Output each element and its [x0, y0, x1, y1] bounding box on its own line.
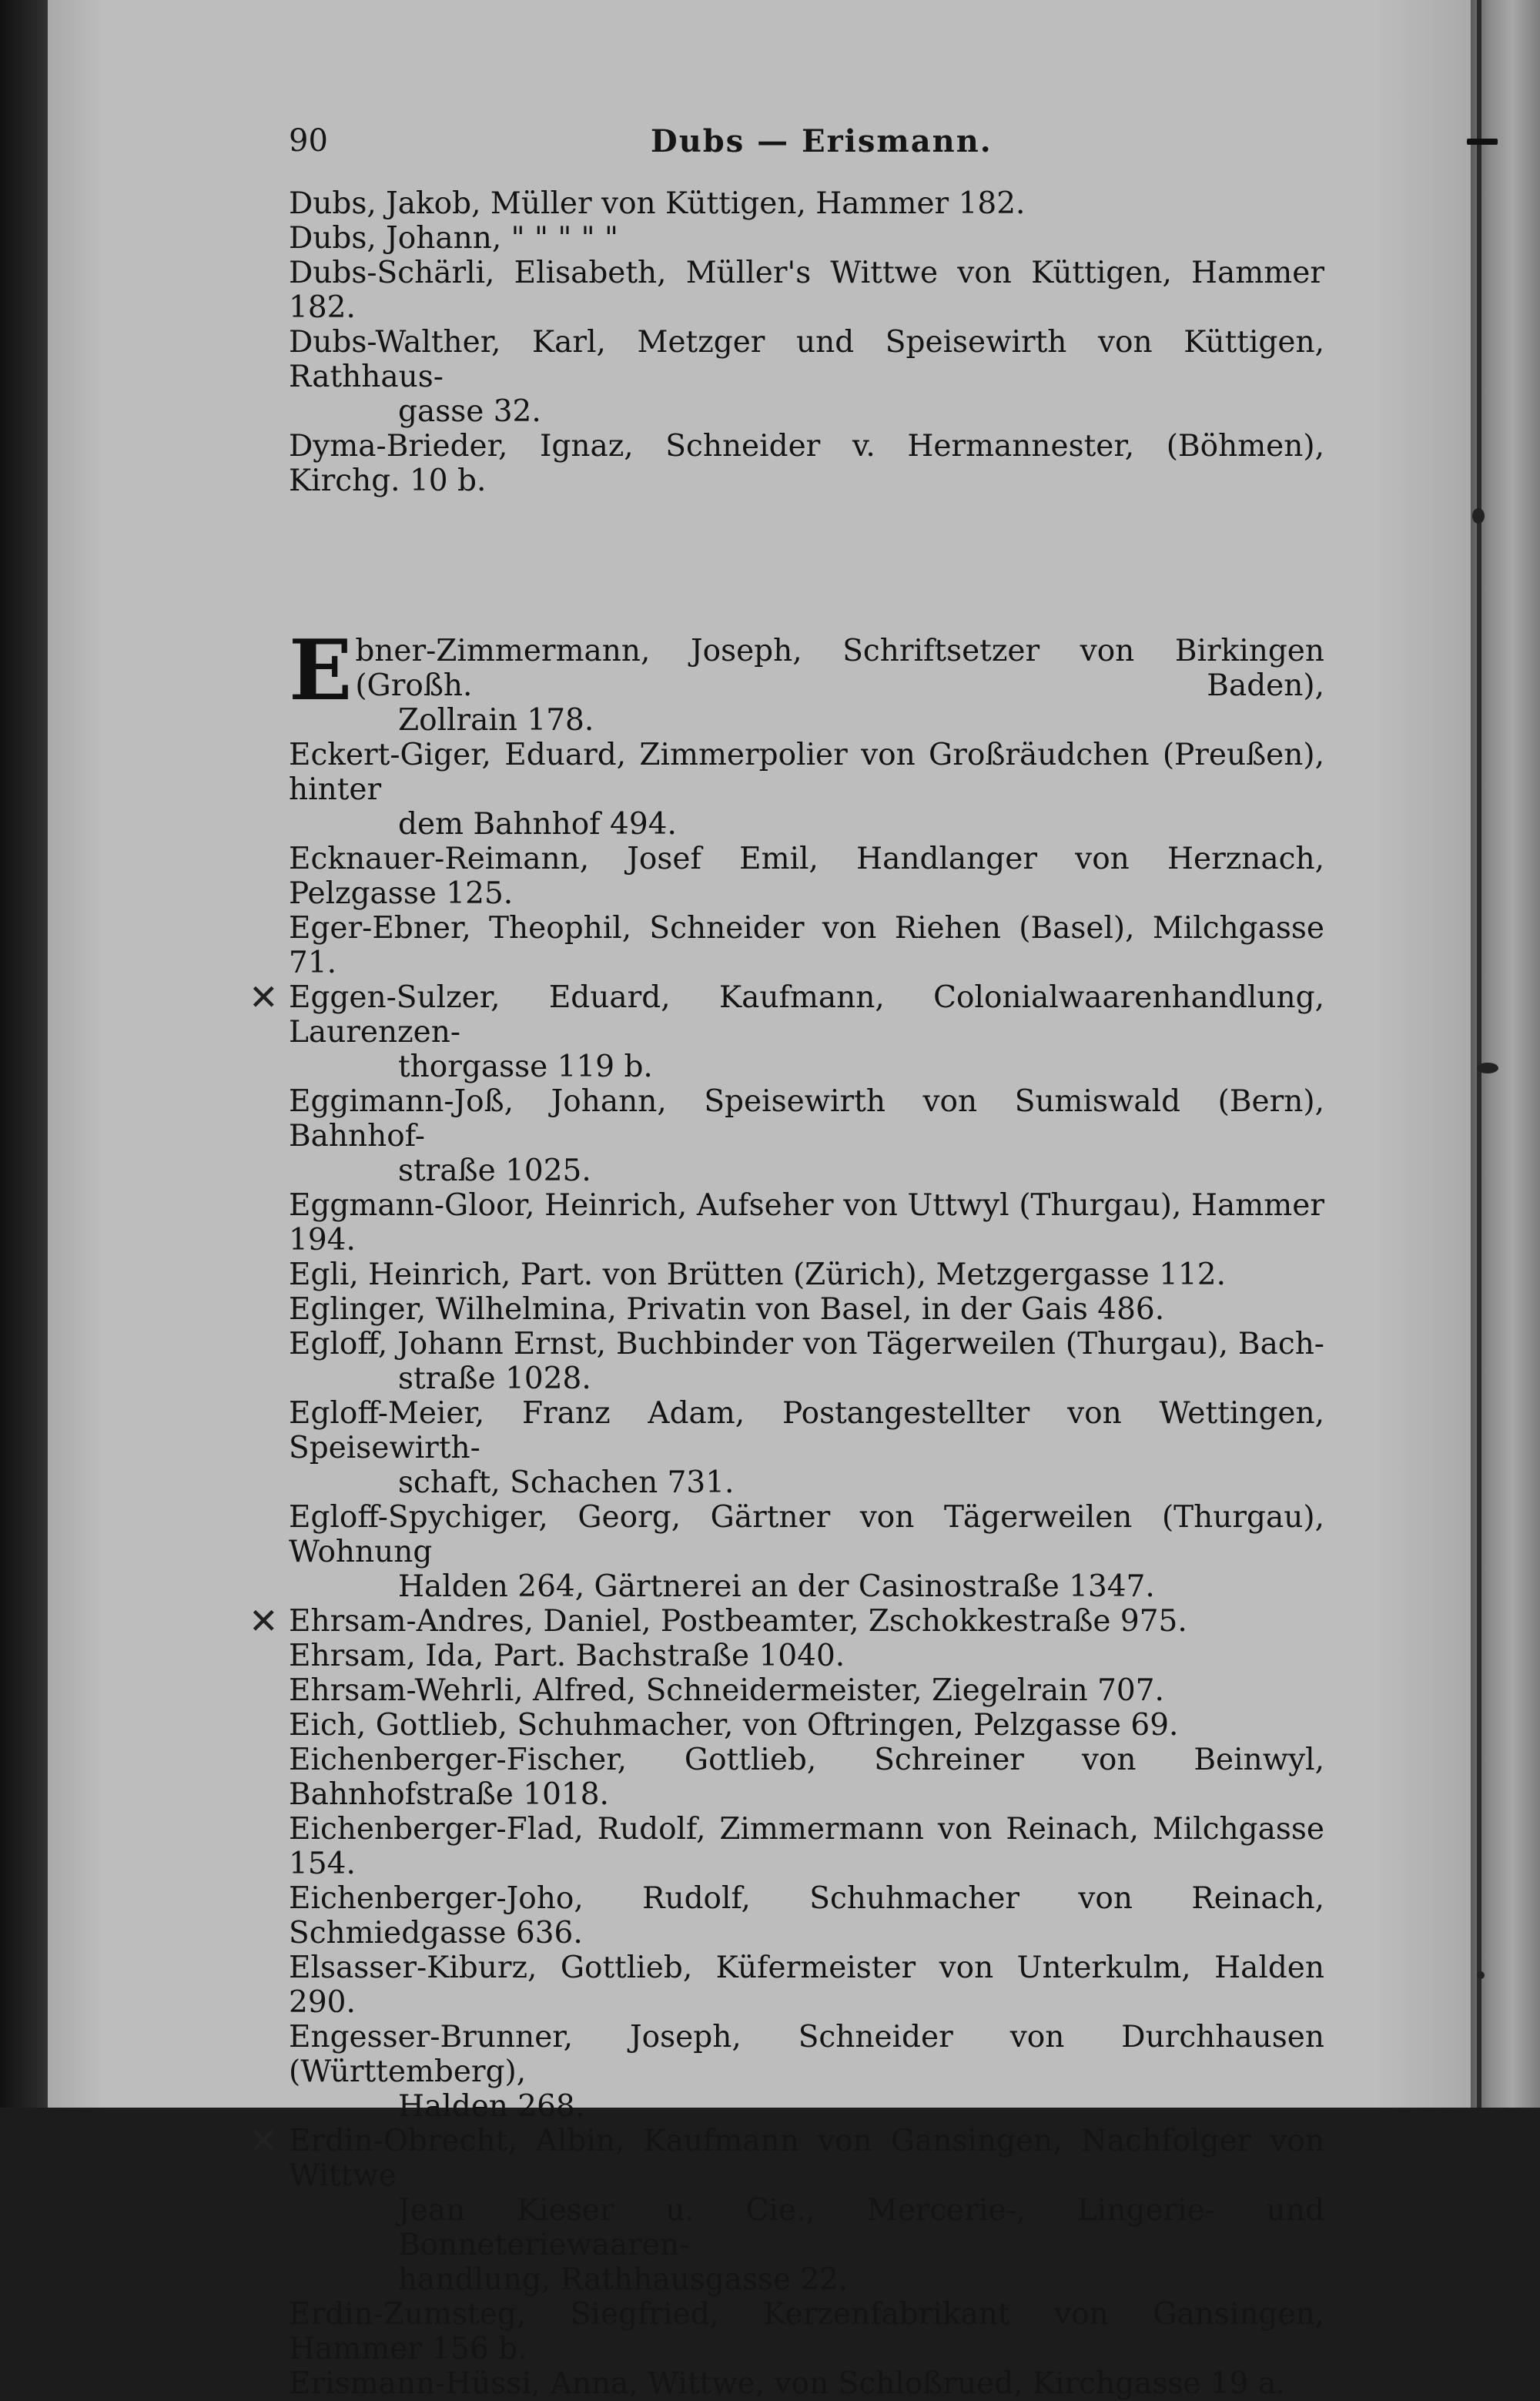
- directory-entry: [289, 1084, 1324, 1188]
- directory-entry: [289, 221, 1324, 256]
- entry-line: Eich, Gottlieb, Schuhmacher, von Oftringen, Pelzgasse 69.: [289, 1708, 1179, 1743]
- page-header: [289, 123, 1328, 169]
- entry-line: Eichenberger-Flad, Rudolf, Zimmermann von Reinach, Milchgasse 154.: [289, 1812, 1324, 1881]
- directory-entry: [289, 1743, 1324, 1812]
- entry-line: Egloff-Meier, Franz Adam, Postangestellter von Wettingen, Speisewirth-: [289, 1396, 1324, 1465]
- entry-line: Eger-Ebner, Theophil, Schneider von Riehen (Basel), Milchgasse 71.: [289, 911, 1324, 980]
- directory-entry: [289, 2366, 1324, 2401]
- entry-line: Egli, Heinrich, Part. von Brütten (Zürich), Metzgergasse 112.: [289, 1257, 1226, 1292]
- entry-line: Dubs-Schärli, Elisabeth, Müller's Wittwe von Küttigen, Hammer 182.: [289, 256, 1324, 325]
- entry-line: Dubs, Jakob, Müller von Küttigen, Hammer 182.: [289, 186, 1026, 221]
- directory-entries: [249, 186, 1324, 2401]
- directory-entry: [289, 429, 1324, 498]
- entry-continuation-line: Halden 268.: [398, 2089, 585, 2124]
- directory-entry: [289, 256, 1324, 325]
- page-number: 90: [289, 123, 328, 159]
- directory-entry: [289, 1673, 1324, 1708]
- directory-entry: [289, 1881, 1324, 1951]
- directory-entry: [289, 2297, 1324, 2366]
- entry-continuation-line: Halden 264, Gärtnerei an der Casinostraße 1347.: [398, 1569, 1155, 1604]
- entry-line: Ehrsam-Wehrli, Alfred, Schneidermeister, Ziegelrain 707.: [289, 1673, 1164, 1708]
- scan-left-edge: [0, 0, 54, 2108]
- directory-entry: [289, 1188, 1324, 1257]
- entry-line: Elsasser-Kiburz, Gottlieb, Küfermeister von Unterkulm, Halden 290.: [289, 1951, 1324, 2020]
- entry-list-d: [289, 186, 1324, 498]
- entry-line: Ecknauer-Reimann, Josef Emil, Handlanger von Herznach, Pelzgasse 125.: [289, 842, 1324, 911]
- binding-hole: [1472, 508, 1485, 524]
- entry-continuation-line: dem Bahnhof 494.: [398, 807, 677, 842]
- entry-line: Eichenberger-Fischer, Gottlieb, Schreiner von Beinwyl, Bahnhofstraße 1018.: [289, 1743, 1324, 1812]
- directory-entry: [289, 738, 1324, 842]
- entry-line: Dubs-Walther, Karl, Metzger und Speisewirth von Küttigen, Rathhaus-: [289, 325, 1324, 394]
- directory-entry: [289, 1708, 1324, 1743]
- handwritten-mark: ✕: [249, 1600, 279, 1642]
- entry-continuation-line: schaft, Schachen 731.: [398, 1465, 735, 1500]
- directory-entry: [289, 1639, 1324, 1673]
- entry-continuation-line: gasse 32.: [398, 394, 541, 429]
- directory-entry: [289, 842, 1324, 911]
- entry-line: Ehrsam-Andres, Daniel, Postbeamter, Zschokkestraße 975.: [289, 1604, 1187, 1639]
- entry-continuation-line: Jean Kieser u. Cie., Mercerie-, Lingerie- und Bonneteriewaaren-: [398, 2193, 1324, 2262]
- directory-entry: [289, 1327, 1324, 1396]
- entry-continuation-line: Zollrain 178.: [398, 703, 594, 738]
- binding-hole: [1477, 1063, 1498, 1073]
- binding-hole: [1477, 1971, 1485, 1979]
- entry-line: Engesser-Brunner, Joseph, Schneider von Durchhausen (Württemberg),: [289, 2020, 1324, 2089]
- entry-list-e: [249, 622, 1324, 2401]
- entry-line: Eichenberger-Joho, Rudolf, Schuhmacher von Reinach, Schmiedgasse 636.: [289, 1881, 1324, 1951]
- entry-line: Dubs, Johann, " " " " ": [289, 221, 618, 256]
- directory-entry: [289, 911, 1324, 980]
- entry-line: Ehrsam, Ida, Part. Bachstraße 1040.: [289, 1639, 845, 1673]
- entry-line: Eglinger, Wilhelmina, Privatin von Basel, in der Gais 486.: [289, 1292, 1165, 1327]
- entry-line: Eggen-Sulzer, Eduard, Kaufmann, Colonialwaarenhandlung, Laurenzen-: [289, 980, 1324, 1050]
- directory-entry: [289, 1812, 1324, 1881]
- directory-entry: [289, 2020, 1324, 2124]
- entry-line: Erismann-Hüssi, Anna, Wittwe, von Schloßrued, Kirchgasse 19 a.: [289, 2366, 1286, 2401]
- entry-line: Egloff-Spychiger, Georg, Gärtner von Tägerweilen (Thurgau), Wohnung: [289, 1500, 1324, 1569]
- running-head: Dubs — Erismann.: [651, 123, 993, 159]
- entry-continuation-line: handlung, Rathhausgasse 22.: [398, 2262, 849, 2297]
- handwritten-mark: ✕: [249, 2120, 279, 2162]
- directory-entry: [289, 1951, 1324, 2020]
- directory-entry: [289, 1257, 1324, 1292]
- directory-entry: [289, 1292, 1324, 1327]
- directory-entry: [249, 2120, 1324, 2297]
- entry-line: Egloff, Johann Ernst, Buchbinder von Tägerweilen (Thurgau), Bach-: [289, 1327, 1324, 1361]
- entry-line: Eckert-Giger, Eduard, Zimmerpolier von Großräudchen (Preußen), hinter: [289, 738, 1324, 807]
- directory-entry: [289, 325, 1324, 429]
- handwritten-mark: ✕: [249, 976, 279, 1018]
- entry-line: Erdin-Zumsteg, Siegfried, Kerzenfabrikant von Gansingen, Hammer 156 b.: [289, 2297, 1324, 2366]
- directory-entry: [289, 1500, 1324, 1604]
- directory-entry: [249, 976, 1324, 1084]
- entry-line: Eggimann-Joß, Johann, Speisewirth von Sumiswald (Bern), Bahnhof-: [289, 1084, 1324, 1154]
- entry-continuation-line: straße 1028.: [398, 1361, 591, 1396]
- directory-entry: [289, 622, 1324, 738]
- entry-line: bner-Zimmermann, Joseph, Schriftsetzer von Birkingen (Großh. Baden),: [355, 634, 1324, 703]
- gutter-shadow-line: [1477, 0, 1481, 2108]
- directory-entry: [289, 1396, 1324, 1500]
- directory-entry: [289, 186, 1324, 221]
- section-gap: [289, 498, 1324, 634]
- entry-line: Eggmann-Gloor, Heinrich, Aufseher von Uttwyl (Thurgau), Hammer 194.: [289, 1188, 1324, 1257]
- directory-entry: [249, 1600, 1324, 1642]
- entry-continuation-line: straße 1025.: [398, 1154, 591, 1188]
- drop-cap-letter: E: [289, 622, 353, 719]
- binding-mark: [1467, 139, 1498, 145]
- entry-continuation-line: thorgasse 119 b.: [398, 1050, 653, 1084]
- entry-line: Dyma-Brieder, Ignaz, Schneider v. Hermannester, (Böhmen), Kirchg. 10 b.: [289, 429, 1324, 498]
- entry-line: Erdin-Obrecht, Albin, Kaufmann von Gansingen, Nachfolger von Wittwe: [289, 2124, 1324, 2193]
